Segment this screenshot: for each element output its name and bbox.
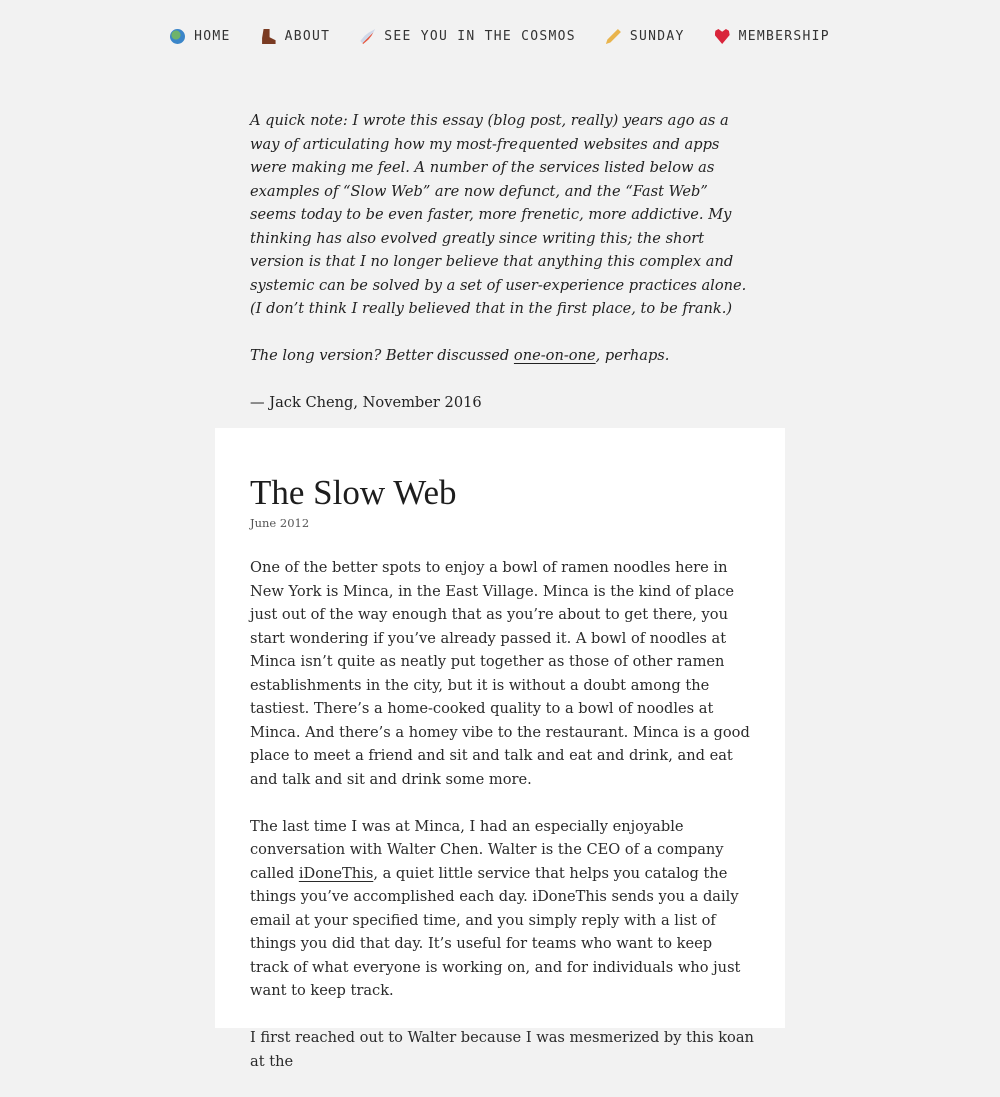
- one-on-one-link[interactable]: one-on-one: [513, 347, 596, 364]
- idonethis-link[interactable]: iDoneThis: [298, 864, 374, 882]
- article-card: [215, 428, 785, 1070]
- note-text: The long version? Better discussed: [250, 347, 514, 364]
- nav-item-about[interactable]: [261, 29, 331, 44]
- nav-item-membership[interactable]: [715, 29, 830, 44]
- nav-item-cosmos[interactable]: [360, 29, 576, 44]
- nav-item-label: ABOUT: [284, 29, 331, 44]
- heart-icon: [715, 29, 730, 44]
- boot-icon: [261, 29, 276, 44]
- note-paragraph: A quick note: I wrote this essay (blog post, really) years ago as a way of articulating how my most-frequented websites and apps were making me feel. A number of the services listed below as examples of “Slow Web” are now defunct, and the “Fast Web” seems today to be even faster, more frenetic, more addictive. My thinking has also evolved greatly since writing this; the short version is that I no longer believe that anything this complex and systemic can be solved by a set of user-experience practices alone. (I don’t think I really believed that in the first place, to be frank.): [250, 112, 747, 317]
- article-paragraph: I first reached out to Walter because I was mesmerized by this koan at the: [250, 1029, 754, 1070]
- nav-item-label: MEMBERSHIP: [738, 29, 830, 44]
- nav-item-label: HOME: [194, 29, 231, 44]
- nav-item-label: SUNDAY: [629, 29, 685, 44]
- author-note: [250, 109, 755, 438]
- article-title: The Slow Web: [250, 473, 457, 512]
- globe-icon: [170, 29, 185, 44]
- nav-item-label: SEE YOU IN THE COSMOS: [384, 29, 576, 44]
- article-text: , a quiet little service that helps you catalog the things you’ve accomplished each day. iDoneThis sends you a daily email at your specified time, and you simply reply with a list of things you did that day. It’s useful for teams who want to keep track of what everyone is working on, and for individuals who just want to keep track.: [250, 864, 741, 999]
- note-paragraph: [250, 344, 755, 368]
- article-text: The last time I was at Minca, I had an especially enjoyable conversation with Walter Chen. Walter is the CEO of a company called: [250, 817, 724, 882]
- writing-hand-icon: [606, 29, 621, 44]
- note-signoff: — Jack Cheng, November 2016: [250, 394, 482, 411]
- article-paragraph: One of the better spots to enjoy a bowl of ramen noodles here in New York is Minca, in the East Village. Minca is the kind of place just out of the way enough that as you’re about to get there, you start wondering if you’ve already passed it. A bowl of noodles at Minca isn’t quite as neatly put together as those of other ramen establishments in the city, but it is without a doubt among the tastiest. There’s a home-cooked quality to a bowl of noodles at Minca. And there’s a homey vibe to the restaurant. Minca is a good place to meet a friend and sit and talk and eat and drink, and eat and talk and sit and drink some more.: [250, 559, 750, 788]
- article-paragraph: [250, 815, 755, 1003]
- rocket-icon: [360, 29, 375, 44]
- article-body: [250, 556, 755, 1097]
- nav-item-sunday[interactable]: [606, 29, 685, 44]
- nav-item-home[interactable]: [170, 29, 231, 44]
- main-nav: [0, 29, 1000, 44]
- article-date: June 2012: [250, 516, 310, 530]
- note-text: , perhaps.: [595, 347, 670, 364]
